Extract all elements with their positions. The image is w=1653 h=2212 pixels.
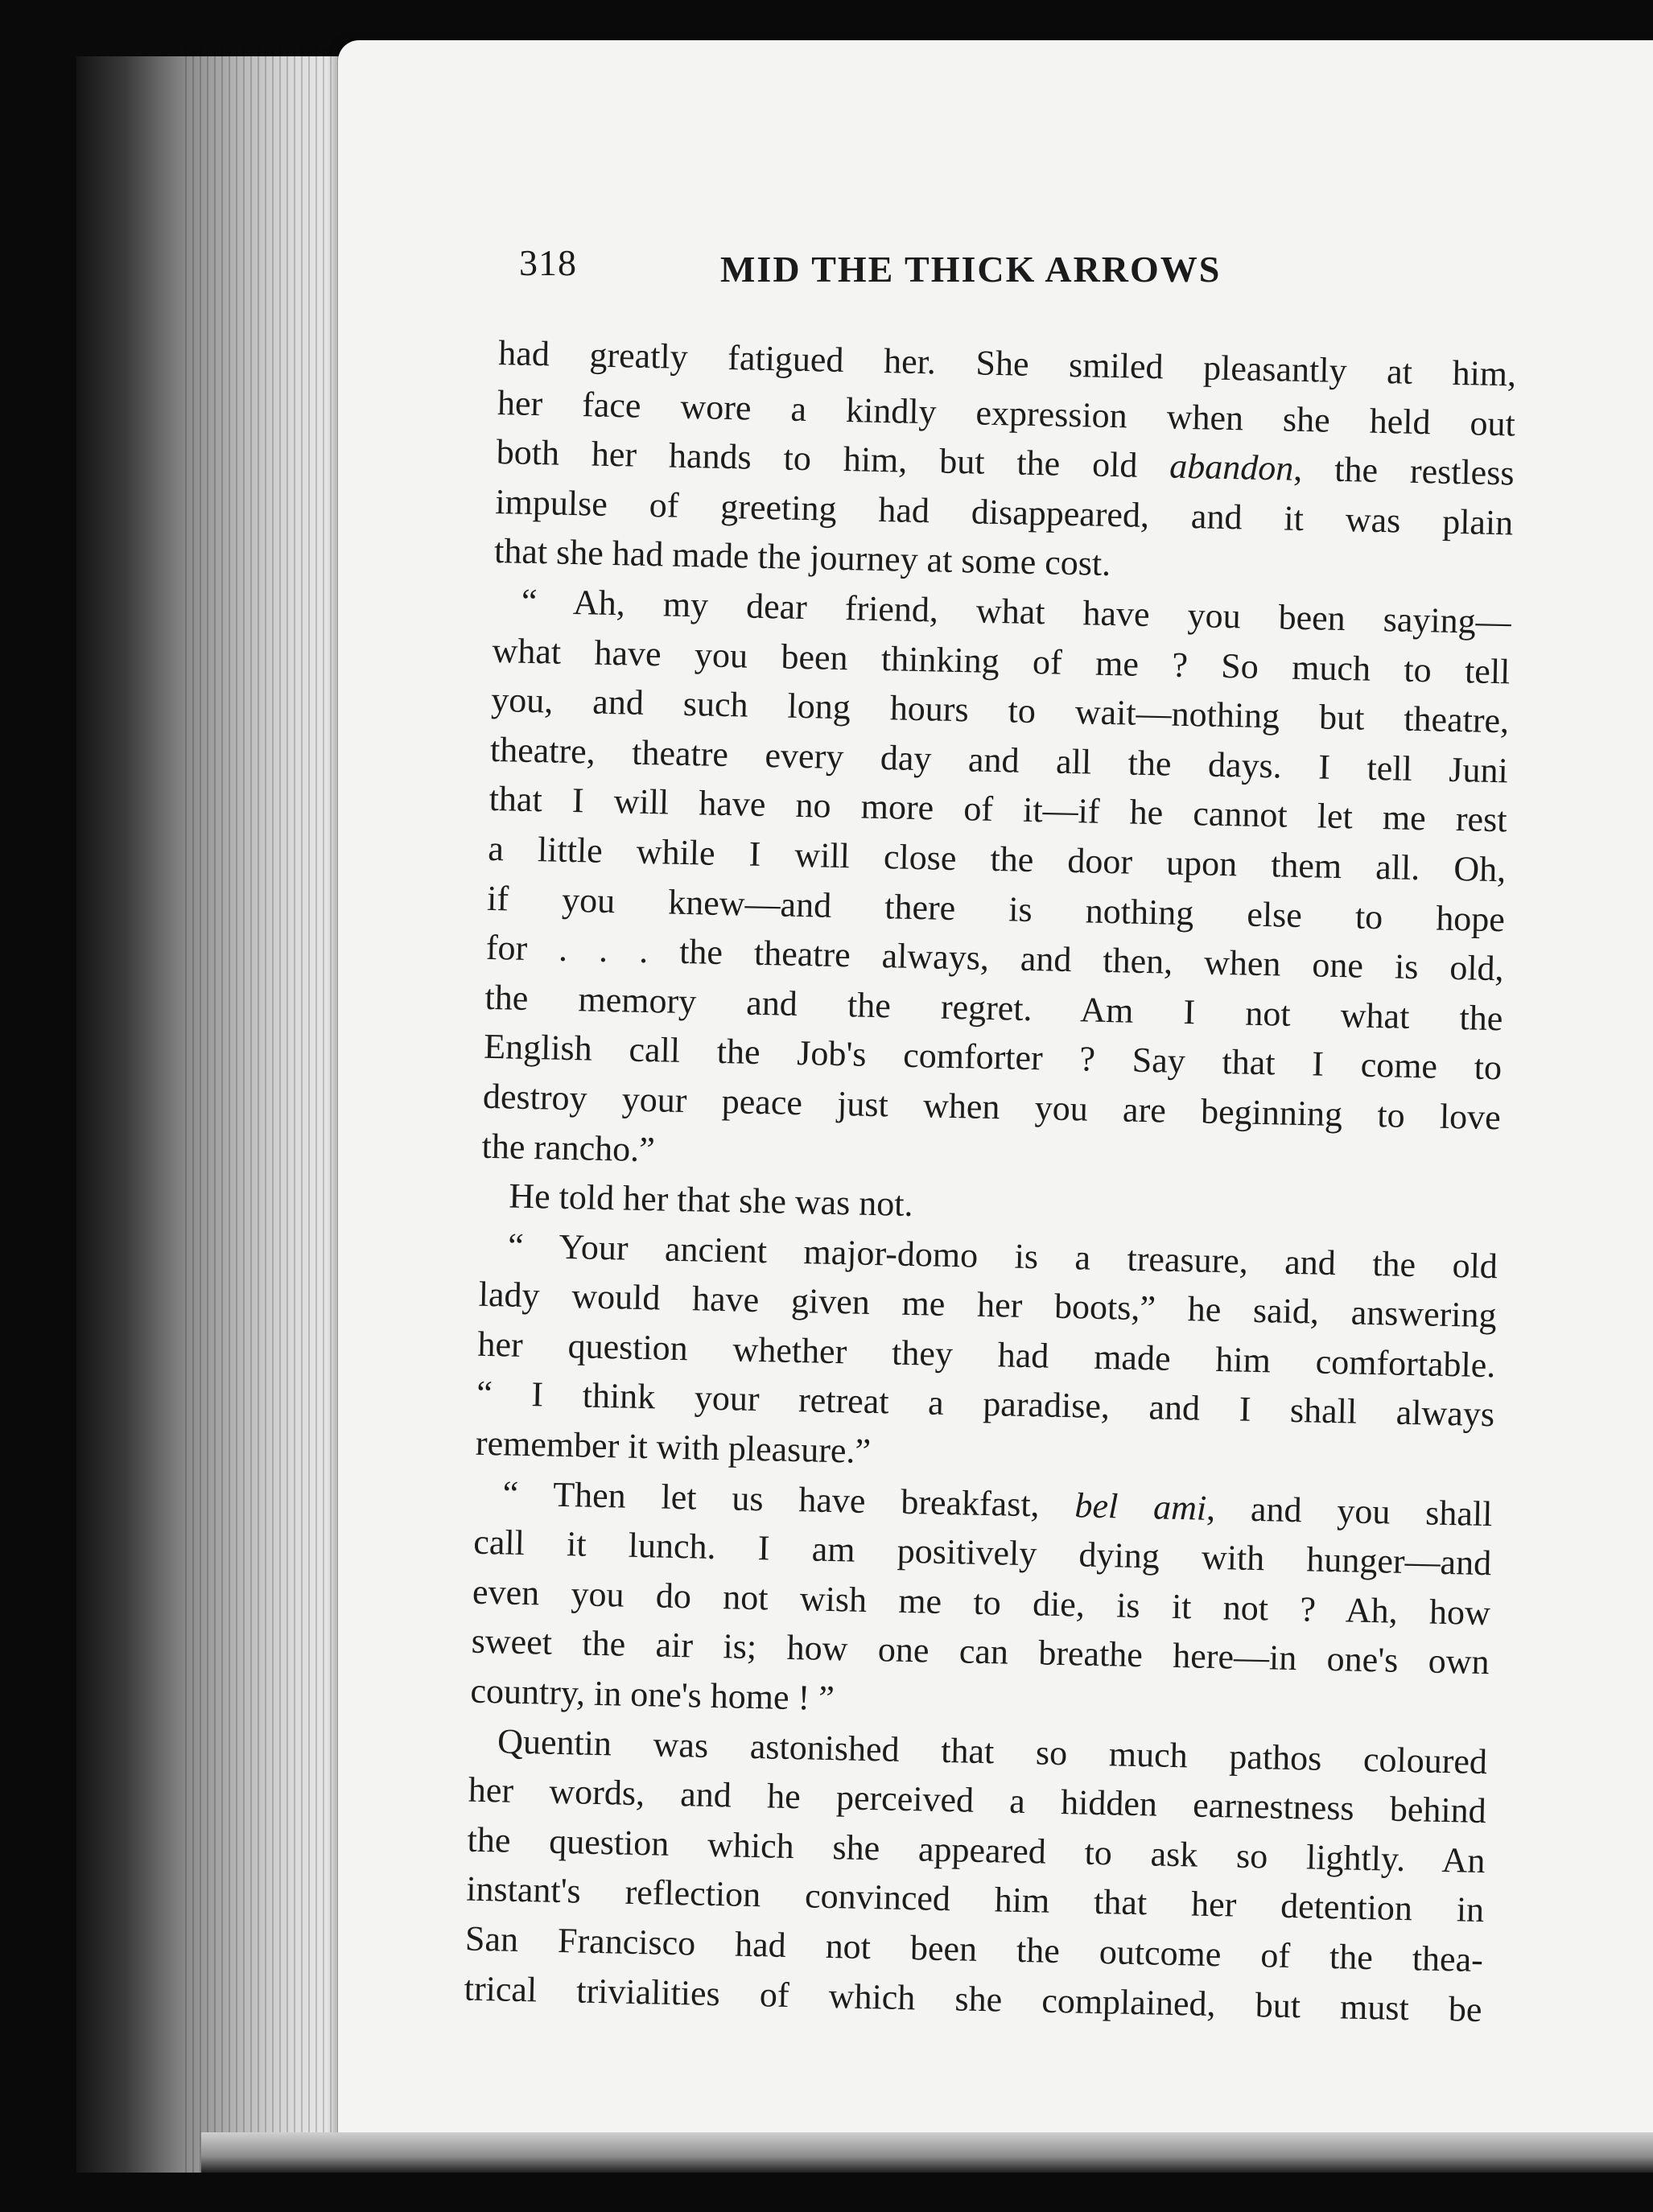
text-line: Quentin was astonished that so much pathos coloured bbox=[497, 1720, 1488, 1782]
text-line: a little while I will close the door upon them all. Oh, bbox=[487, 828, 1507, 890]
text-line: the question which she appeared to ask so lightly. An bbox=[467, 1819, 1486, 1880]
text-line: you, and such long hours to wait—nothing but theatre, bbox=[490, 680, 1510, 741]
text-line: call it lunch. I am positively dying with hunger—and bbox=[472, 1522, 1492, 1584]
text-line: both her hands to him, but the old abandon, the restless bbox=[496, 432, 1515, 493]
running-head: MID THE THICK ARROWS bbox=[720, 249, 1222, 290]
text-line: what have you been thinking of me ? So much to tell bbox=[492, 630, 1511, 691]
text-line: impulse of greeting had disappeared, and it was plain bbox=[494, 481, 1514, 543]
text-line: had greatly fatigued her. She smiled pleasantly at him, bbox=[497, 332, 1517, 394]
text-line: English call the Job's comforter ? Say that I come to bbox=[483, 1027, 1503, 1088]
text-line: trical trivialities of which she complained, but must be bbox=[464, 1968, 1483, 2029]
text-line: destroy your peace just when you are beginning to love bbox=[482, 1076, 1502, 1138]
body-text bbox=[464, 328, 1529, 2035]
text-line: even you do not wish me to die, is it not ? Ah, how bbox=[472, 1571, 1491, 1633]
text-line: “ Your ancient major-domo is a treasure, and the old bbox=[507, 1225, 1498, 1286]
text-line: “ Ah, my dear friend, what have you been saying— bbox=[521, 581, 1512, 642]
text-line: “ I think your retreat a paradise, and I shall always bbox=[476, 1374, 1495, 1435]
text-line: for . . . the theatre always, and then, when one is old, bbox=[485, 927, 1505, 989]
text-line: if you knew—and there is nothing else to hope bbox=[486, 878, 1506, 939]
page-number: 318 bbox=[519, 242, 577, 283]
text-line: instant's reflection convinced him that her detention in bbox=[465, 1868, 1485, 1930]
text-line: the memory and the regret. Am I not what the bbox=[484, 977, 1503, 1039]
text-line: country, in one's home ! ” bbox=[470, 1670, 835, 1719]
text-line: that she had made the journey at some cost. bbox=[493, 531, 1111, 584]
text-line: He told her that she was not. bbox=[508, 1176, 914, 1225]
text-line: sweet the air is; how one can breathe here—in one's own bbox=[471, 1621, 1490, 1683]
text-line: her face wore a kindly expression when she held out bbox=[497, 382, 1516, 444]
text-line: lady would have given me her boots,” he said, answering bbox=[478, 1275, 1498, 1336]
page-edge-lines bbox=[185, 48, 346, 2173]
text-line: “ Then let us have breakfast, bel ami, and you shall bbox=[502, 1473, 1493, 1534]
page-header bbox=[519, 241, 1344, 314]
text-line: that I will have no more of it—if he cannot let me rest bbox=[488, 779, 1507, 840]
text-line: her words, and he perceived a hidden earnestness behind bbox=[468, 1769, 1487, 1831]
book-bottom-edge bbox=[201, 2132, 1653, 2173]
text-line: theatre, theatre every day and all the days. I tell Juni bbox=[489, 729, 1509, 791]
text-line: the rancho.” bbox=[481, 1126, 656, 1169]
text-line: San Francisco had not been the outcome of the thea- bbox=[464, 1918, 1484, 1980]
text-line: her question whether they had made him comfortable. bbox=[477, 1324, 1496, 1386]
text-line: remember it with pleasure.” bbox=[475, 1423, 872, 1472]
